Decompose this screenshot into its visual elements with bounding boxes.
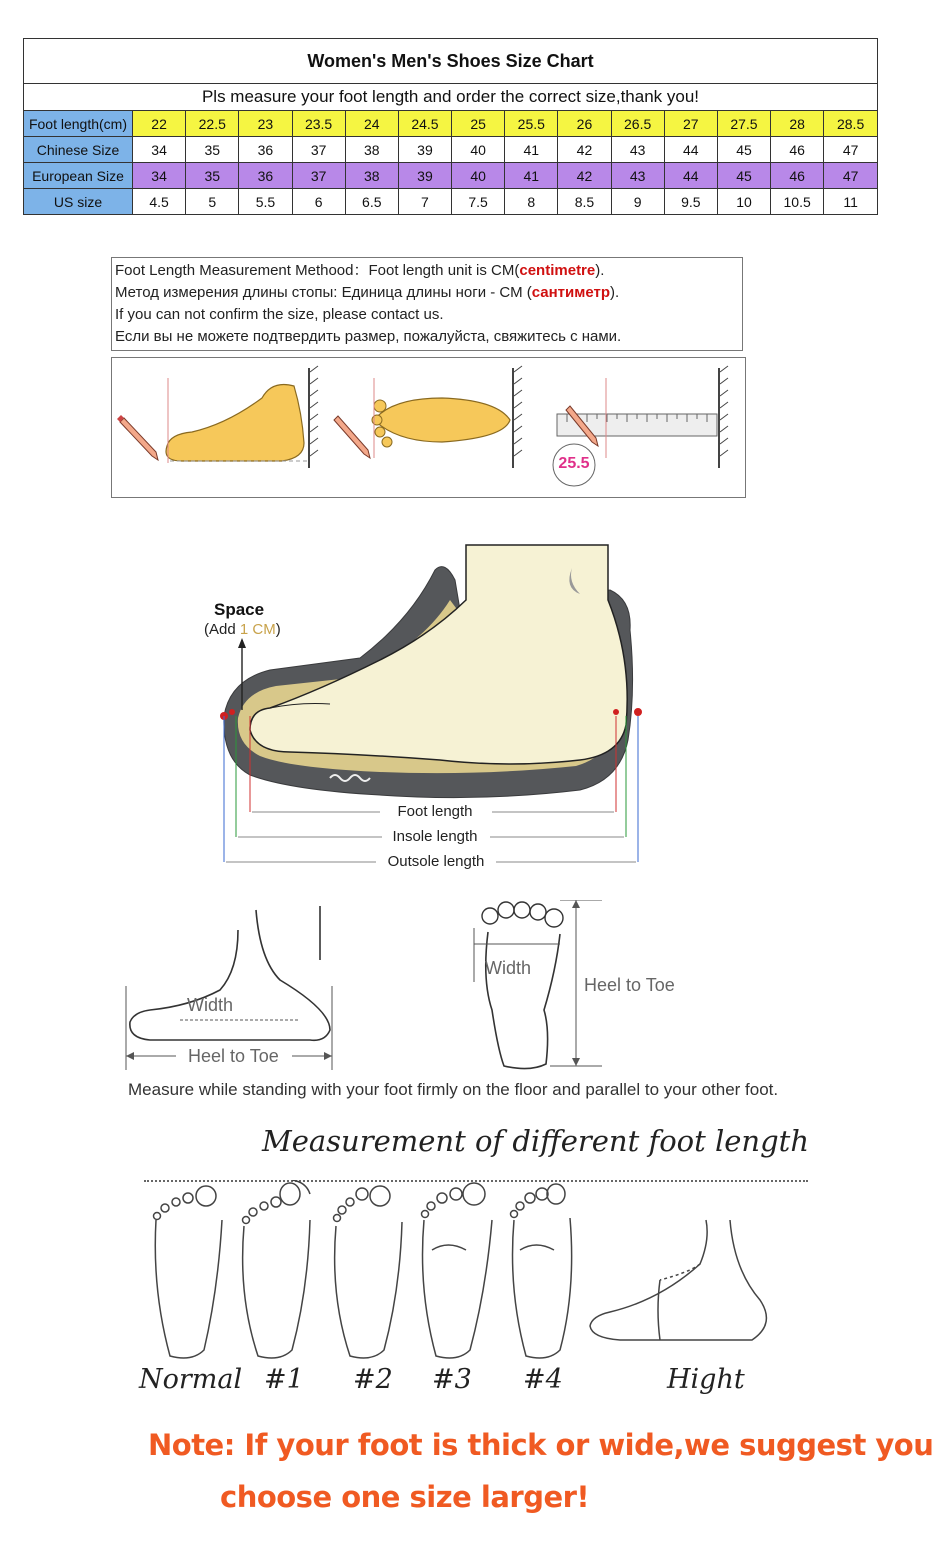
method-line-3: If you can not confirm the size, please contact us.	[115, 306, 444, 323]
size-row	[24, 137, 877, 163]
size-cell: 6	[292, 189, 345, 215]
pencil-measurement-panel	[111, 357, 746, 498]
size-cell: 28	[771, 111, 824, 137]
size-cell: 24	[345, 111, 398, 137]
size-cell: 8.5	[558, 189, 611, 215]
size-cell: 9.5	[664, 189, 717, 215]
foot-types-illustration	[140, 1180, 820, 1370]
type4-foot-outline	[513, 1218, 572, 1358]
size-cell: 24.5	[398, 111, 451, 137]
size-cell: 5	[186, 189, 239, 215]
type2-foot-outline	[335, 1222, 402, 1358]
space-label: Space	[214, 600, 265, 619]
label-high-instep: Hight	[667, 1364, 745, 1395]
foot-length-label: Foot length	[397, 803, 473, 820]
top-heel-to-toe-label: Heel to Toe	[584, 975, 675, 995]
side-heel-to-toe-label: Heel to Toe	[188, 1046, 279, 1066]
insole-length-label: Insole length	[392, 828, 478, 845]
shoe-cross-section-illustration	[180, 540, 680, 870]
size-cell: 10.5	[771, 189, 824, 215]
size-cell: 37	[292, 163, 345, 189]
size-cell: 47	[824, 163, 877, 189]
size-cell: 27	[664, 111, 717, 137]
chart-subtitle: Pls measure your foot length and order the correct size,thank you!	[24, 84, 877, 111]
top-width-label: Width	[485, 958, 532, 978]
pencil-illustration	[112, 358, 745, 497]
size-row-label: US size	[24, 189, 133, 215]
outsole-length-label: Outsole length	[387, 853, 485, 870]
measure-instruction: Measure while standing with your foot firmly on the floor and parallel to your other foot.	[128, 1080, 779, 1099]
size-cell: 38	[345, 163, 398, 189]
method-line-1: Foot Length Measurement Methood：Foot length unit is CM(centimetre).	[115, 262, 605, 279]
size-cell: 27.5	[717, 111, 770, 137]
size-cell: 34	[133, 163, 186, 189]
size-cell: 37	[292, 137, 345, 163]
size-cell: 7.5	[452, 189, 505, 215]
size-cell: 41	[505, 163, 558, 189]
size-row	[24, 189, 877, 215]
size-cell: 46	[771, 137, 824, 163]
measurement-method-note	[111, 257, 743, 351]
label-type-3: #3	[432, 1364, 472, 1395]
size-cell: 9	[611, 189, 664, 215]
note-line-1: Note: If your foot is thick or wide,we suggest you	[148, 1428, 934, 1462]
method-line-4: Если вы не можете подтвердить размер, пожалуйста, свяжитесь с нами.	[115, 328, 622, 345]
chart-title: Women's Men's Shoes Size Chart	[24, 39, 877, 84]
foot-type-labels	[139, 1364, 745, 1404]
size-cell: 39	[398, 137, 451, 163]
size-cell: 44	[664, 163, 717, 189]
size-cell: 26	[558, 111, 611, 137]
size-cell: 39	[398, 163, 451, 189]
size-cell: 5.5	[239, 189, 292, 215]
type3-foot-outline	[423, 1220, 493, 1358]
side-width-label: Width	[187, 995, 234, 1015]
size-cell: 34	[133, 137, 186, 163]
size-cell: 23	[239, 111, 292, 137]
size-cell: 22	[133, 111, 186, 137]
size-cell: 35	[186, 163, 239, 189]
size-cell: 43	[611, 163, 664, 189]
size-cell: 28.5	[824, 111, 877, 137]
size-chart	[23, 38, 878, 215]
size-cell: 47	[824, 137, 877, 163]
note-line-2: choose one size larger!	[220, 1480, 590, 1514]
size-cell: 25.5	[505, 111, 558, 137]
size-cell: 46	[771, 163, 824, 189]
side-foot-icon	[166, 366, 318, 468]
size-cell: 43	[611, 137, 664, 163]
foot-types-heading: Measurement of different foot length	[262, 1124, 810, 1158]
normal-foot-outline	[155, 1220, 222, 1358]
high-instep-foot-outline	[590, 1220, 766, 1340]
size-cell: 40	[452, 163, 505, 189]
size-table	[24, 111, 877, 214]
size-row-label: European Size	[24, 163, 133, 189]
size-cell: 22.5	[186, 111, 239, 137]
top-foot-icon	[334, 366, 522, 468]
ruler-reading: 25.5	[558, 455, 590, 472]
size-cell: 11	[824, 189, 877, 215]
size-cell: 41	[505, 137, 558, 163]
size-cell: 4.5	[133, 189, 186, 215]
shoe-length-diagram	[180, 540, 680, 870]
size-cell: 23.5	[292, 111, 345, 137]
size-cell: 40	[452, 137, 505, 163]
size-cell: 6.5	[345, 189, 398, 215]
pencil-icon	[117, 415, 158, 460]
type1-foot-outline	[243, 1220, 310, 1358]
size-cell: 45	[717, 163, 770, 189]
size-cell: 42	[558, 137, 611, 163]
size-cell: 44	[664, 137, 717, 163]
size-cell: 42	[558, 163, 611, 189]
size-row	[24, 111, 877, 137]
method-line-2: Метод измерения длины стопы: Единица длины ноги - СМ (сантиметр).	[115, 284, 620, 301]
size-row	[24, 163, 877, 189]
size-cell: 38	[345, 137, 398, 163]
size-cell: 36	[239, 163, 292, 189]
size-row-label: Chinese Size	[24, 137, 133, 163]
size-cell: 7	[398, 189, 451, 215]
space-add-note: (Add 1 CM)	[204, 621, 281, 638]
size-cell: 26.5	[611, 111, 664, 137]
size-cell: 36	[239, 137, 292, 163]
size-cell: 25	[452, 111, 505, 137]
label-normal: Normal	[139, 1364, 243, 1395]
label-type-2: #2	[353, 1364, 393, 1395]
label-type-4: #4	[523, 1364, 563, 1395]
size-row-label: Foot length(cm)	[24, 111, 133, 137]
label-type-1: #1	[264, 1364, 304, 1395]
width-heel-diagram	[120, 900, 840, 1110]
size-cell: 8	[505, 189, 558, 215]
size-cell: 45	[717, 137, 770, 163]
size-cell: 10	[717, 189, 770, 215]
size-cell: 35	[186, 137, 239, 163]
